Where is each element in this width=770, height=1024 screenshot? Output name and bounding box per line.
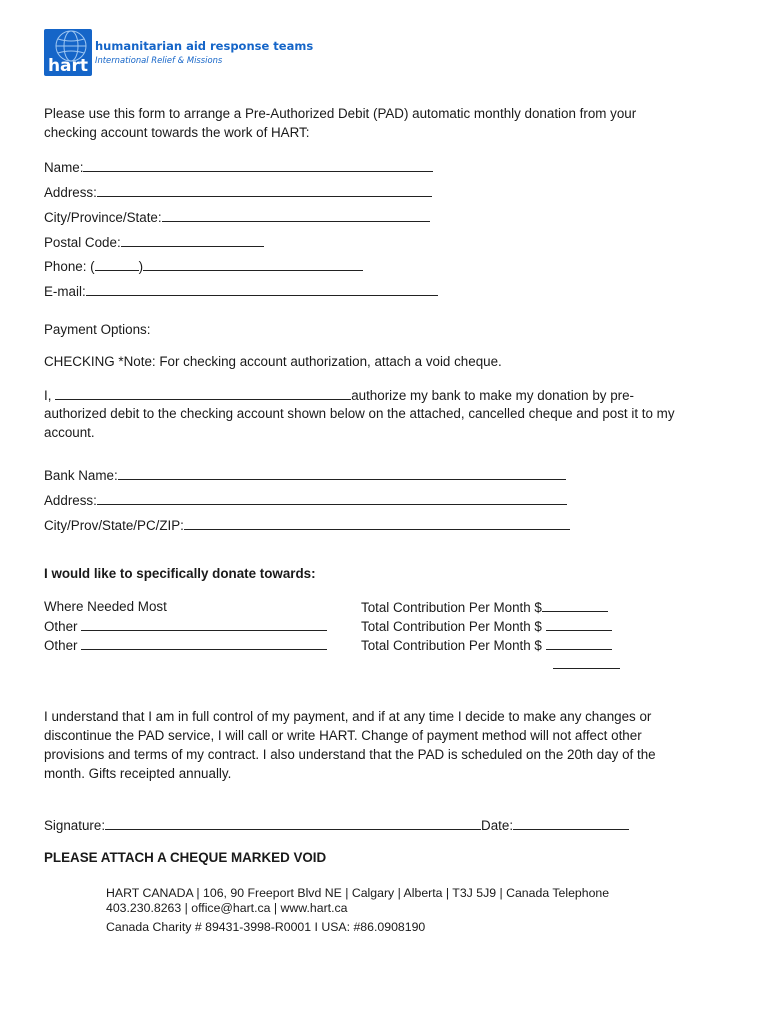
hart-logo bbox=[44, 29, 92, 76]
address-label: Address: bbox=[44, 185, 97, 200]
intro-text: Please use this form to arrange a Pre-Authorized Debit (PAD) automatic monthly donation from your checking account towards the work of HART: bbox=[44, 106, 637, 140]
phone-number-line[interactable] bbox=[143, 256, 363, 271]
email-line[interactable] bbox=[86, 281, 438, 296]
total-line-1[interactable] bbox=[542, 597, 608, 612]
org-subtitle: International Relief & Missions bbox=[95, 55, 223, 65]
name-label: Name: bbox=[44, 160, 84, 175]
total-line-2[interactable] bbox=[546, 616, 612, 631]
other-line-2[interactable] bbox=[81, 635, 327, 650]
total-label-1: Total Contribution Per Month $ bbox=[361, 600, 542, 615]
postal-code-line[interactable] bbox=[121, 232, 264, 247]
authorization-line[interactable] bbox=[44, 385, 634, 405]
authorization-first-line: authorize my bank to make my donation by pre- bbox=[351, 388, 635, 403]
understanding-text: I understand that I am in full control of my payment, and if at any time I decide to make any changes or discontinue the PAD service, I will call or write HART. Change of payment method will not affect other provisions and terms of my contract. I also understand that the PAD is scheduled on the 20th day of the month. Gifts receipted annually. bbox=[44, 709, 656, 781]
total-label-2: Total Contribution Per Month $ bbox=[361, 619, 542, 634]
bank-address-field[interactable] bbox=[44, 490, 567, 510]
bank-name-label: Bank Name: bbox=[44, 468, 118, 483]
phone-field[interactable] bbox=[44, 256, 363, 276]
donate-towards-heading: I would like to specifically donate towards: bbox=[44, 566, 316, 581]
other-option-2[interactable] bbox=[44, 635, 327, 655]
total-line-3[interactable] bbox=[546, 635, 612, 650]
authorization-text: authorized debit to the checking account shown below on the attached, cancelled cheque and post it to my account. bbox=[44, 406, 675, 440]
authorization-prefix: I, bbox=[44, 388, 52, 403]
total-contribution-3[interactable] bbox=[361, 635, 612, 655]
total-contribution-1[interactable] bbox=[361, 597, 608, 617]
address-line[interactable] bbox=[97, 182, 432, 197]
signature-line[interactable] bbox=[105, 815, 481, 830]
phone-label-start: Phone: ( bbox=[44, 259, 95, 274]
attach-void-cheque-notice: PLEASE ATTACH A CHEQUE MARKED VOID bbox=[44, 850, 327, 865]
other-label-1: Other bbox=[44, 619, 78, 634]
total-label-3: Total Contribution Per Month $ bbox=[361, 638, 542, 653]
other-label-2: Other bbox=[44, 638, 78, 653]
bank-name-line[interactable] bbox=[118, 465, 566, 480]
signature-date-row[interactable] bbox=[44, 815, 629, 835]
date-label: Date: bbox=[481, 818, 514, 833]
bank-name-field[interactable] bbox=[44, 465, 566, 485]
bank-address-label: Address: bbox=[44, 493, 97, 508]
name-line[interactable] bbox=[83, 157, 433, 172]
footer-charity: Canada Charity # 89431-3998-R0001 I USA: #86.0908190 bbox=[106, 920, 426, 934]
footer-address: HART CANADA | 106, 90 Freeport Blvd NE | Calgary | Alberta | T3J 5J9 | Canada Telephone bbox=[106, 886, 610, 900]
logo-wordmark: hart bbox=[47, 56, 89, 76]
authorizer-name-line[interactable] bbox=[55, 385, 351, 400]
bank-city-field[interactable] bbox=[44, 515, 570, 535]
payment-options-heading: Payment Options: bbox=[44, 322, 151, 337]
other-option-1[interactable] bbox=[44, 616, 327, 636]
date-line[interactable] bbox=[513, 815, 629, 830]
postal-code-label: Postal Code: bbox=[44, 235, 121, 250]
total-contribution-2[interactable] bbox=[361, 616, 612, 636]
checking-note: CHECKING *Note: For checking account authorization, attach a void cheque. bbox=[44, 354, 502, 369]
bank-address-line[interactable] bbox=[97, 490, 567, 505]
grand-total-line[interactable] bbox=[553, 668, 620, 669]
where-needed-option: Where Needed Most bbox=[44, 599, 167, 614]
name-field[interactable] bbox=[44, 157, 433, 177]
email-label: E-mail: bbox=[44, 284, 86, 299]
bank-city-line[interactable] bbox=[184, 515, 570, 530]
phone-area-code-line[interactable] bbox=[95, 256, 139, 271]
address-field[interactable] bbox=[44, 182, 432, 202]
city-field[interactable] bbox=[44, 207, 430, 227]
footer-contact: 403.230.8263 | office@hart.ca | www.hart.ca bbox=[106, 901, 348, 915]
email-field[interactable] bbox=[44, 281, 438, 301]
phone-label-end: ) bbox=[138, 259, 144, 274]
signature-label: Signature: bbox=[44, 818, 106, 833]
bank-city-label: City/Prov/State/PC/ZIP: bbox=[44, 518, 184, 533]
city-line[interactable] bbox=[162, 207, 430, 222]
city-label: City/Province/State: bbox=[44, 210, 162, 225]
postal-code-field[interactable] bbox=[44, 232, 264, 252]
other-line-1[interactable] bbox=[81, 616, 327, 631]
org-name: humanitarian aid response teams bbox=[95, 39, 314, 53]
